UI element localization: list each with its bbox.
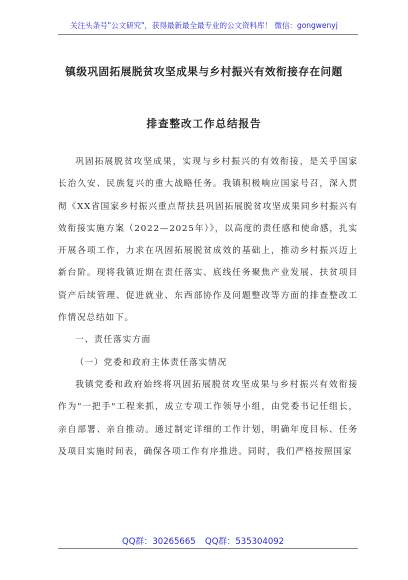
paragraph-responsibility: 我镇党委和政府始终将巩固拓展脱贫攻坚成果与乡村振兴有效衔接作为"一把手"工程来抓，成立专项工作领导小组，由党委书记任组长，亲自部署、亲自推动。通过制定详细的工作计划，明确年度目标、任务及项目实施时间表，确保各项工作有序推进。同时，我们严格按照国家: [58, 379, 358, 457]
document-title: 镇级巩固拓展脱贫攻坚成果与乡村振兴有效衔接存在问题: [65, 66, 343, 78]
document-body: [58, 151, 358, 463]
document-subtitle: 排查整改工作总结报告: [146, 118, 262, 130]
section-heading: 一、责任落实方面: [75, 335, 152, 346]
header-note: 关注头条号"公文研究"，获得最新最全最专业的公文资料库！ 微信：gongwenyj: [70, 21, 338, 30]
footer: [0, 533, 408, 549]
header-divider: [58, 34, 358, 35]
footer-qq-group-2: QQ群：535304092: [205, 537, 285, 547]
footer-divider: [58, 548, 358, 549]
subsection-heading: （一）党委和政府主体责任落实情况: [75, 357, 228, 368]
paragraph-intro: 巩固拓展脱贫攻坚成果，实现与乡村振兴的有效衔接，是关乎国家长治久安、民族复兴的重大战略任务。我镇积极响应国家号召，深入贯彻《XX省国家乡村振兴重点帮扶县巩固拓展脱贫攻坚成果同乡村振兴有效衔接实施方案（2022—2025年）》，以高度的责任感和使命感，扎实开展各项工作，力求在巩固拓展脱贫成效的基础上，推动乡村振兴迈上新台阶。现将我镇近期在责任落实、底线任务聚焦产业发展、扶贫项目资产后续管理、促进就业、东西部协作及问题整改等方面的排查整改工作情况总结如下。: [58, 157, 358, 324]
footer-qq-group-1: QQ群：30265665: [122, 537, 196, 547]
